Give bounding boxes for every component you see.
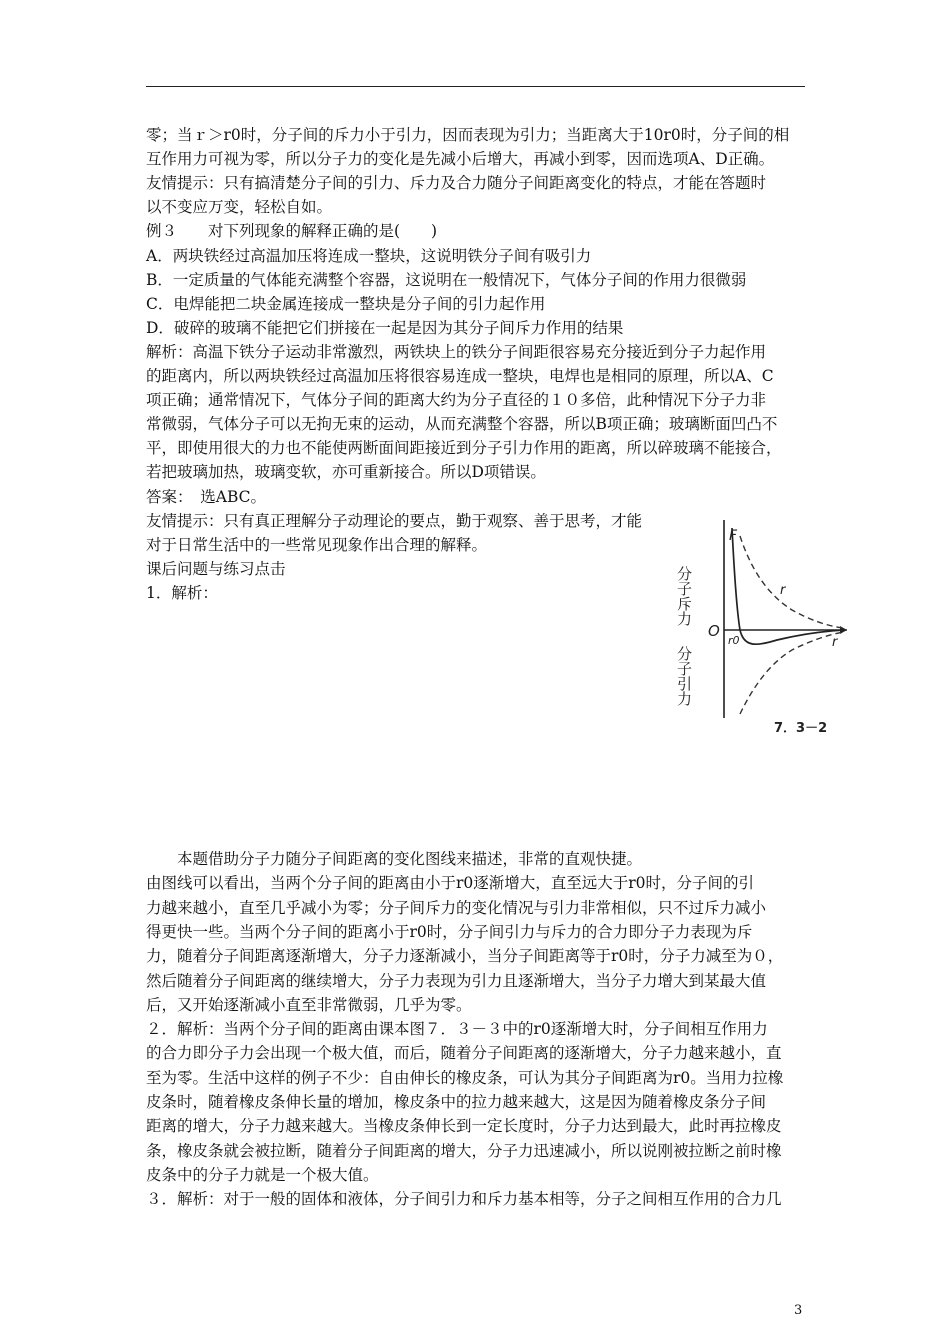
text-line: 1．解析：: [146, 583, 218, 602]
r0-label: r0: [728, 634, 740, 647]
repulsion-curve: [740, 536, 842, 628]
text-line: ３．解析：对于一般的固体和液体，分子间引力和斥力基本相等，分子之间相互作用的合力几: [146, 1190, 782, 1209]
text-line: 条，橡皮条就会被拉断，随着分子间距离的增大，分子力迅速减小，所以说刚被拉断之前时橡: [146, 1141, 782, 1160]
text-line: B．一定质量的气体能充满整个容器，这说明在一般情况下，气体分子间的作用力很微弱: [146, 270, 747, 289]
molecular-force-figure: [675, 518, 852, 740]
text-line: 常微弱，气体分子可以无拘无束的运动，从而充满整个容器，所以B项正确；玻璃断面凹凸不: [146, 415, 778, 434]
net-force-curve: [732, 528, 844, 644]
text-line: 解析：高温下铁分子运动非常激烈，两铁块上的铁分子间距很容易充分接近到分子力起作用: [146, 342, 767, 361]
text-line: 力，随着分子间距离逐渐增大，分子力逐渐减小，当分子间距离等于r0时，分子力减至为０，: [146, 947, 784, 966]
header-rule: [146, 86, 805, 87]
axis-f-label: F: [729, 528, 738, 544]
figure-caption: 7．3－2: [774, 721, 828, 736]
text-line: 得更快一些。当两个分子间的距离小于r0时，分子间引力与斥力的合力即分子力表现为斥: [146, 922, 753, 941]
text-line: 的合力即分子力会出现一个极大值，而后，随着分子间距离的逐渐增大，分子力越来越小，直: [146, 1044, 782, 1063]
ylabel-bottom: 分子引力: [675, 646, 693, 706]
text-line: 若把玻璃加热，玻璃变软，亦可重新接合。所以D项错误。: [146, 463, 546, 482]
text-line: 以不变应万变，轻松自如。: [146, 198, 333, 217]
text-line: 然后随着分子间距离的继续增大，分子力表现为引力且逐渐增大，当分子力增大到某最大值: [146, 971, 767, 990]
text-line: A．两块铁经过高温加压将连成一整块，这说明铁分子间有吸引力: [146, 246, 592, 265]
ylabel-top: 分子斥力: [675, 566, 693, 626]
axis-o-label: O: [708, 622, 720, 640]
text-line: 例３ 对下列现象的解释正确的是( ): [146, 222, 438, 241]
text-line: 答案： 选ABC。: [146, 487, 266, 506]
text-line: 至为零。生活中这样的例子不少：自由伸长的橡皮条，可认为其分子间距离为r0。当用力拉橡: [146, 1068, 784, 1087]
text-line: 平，即使用很大的力也不能使两断面间距接近到分子引力作用的距离，所以碎玻璃不能接合，: [146, 439, 782, 458]
text-line: 皮条中的分子力就是一个极大值。: [146, 1165, 379, 1184]
text-line: 由图线可以看出，当两个分子间的距离由小于r0逐渐增大，直至远大于r0时，分子间的引: [146, 874, 755, 893]
text-line: C．电焊能把二块金属连接成一整块是分子间的引力起作用: [146, 294, 546, 313]
text-line: D．破碎的玻璃不能把它们拼接在一起是因为其分子间斥力作用的结果: [146, 318, 624, 337]
text-line: 后，又开始逐渐减小直至非常微弱，几乎为零。: [146, 995, 472, 1014]
text-line: 友情提示：只有真正理解分子动理论的要点，勤于观察、善于思考，才能: [146, 511, 643, 530]
text-line: 互作用力可视为零，所以分子力的变化是先减小后增大，再减小到零，因而选项A、D正确。: [146, 150, 775, 169]
text-line: 力越来越小，直至几乎减小为零；分子间斥力的变化情况与引力非常相似，只不过斥力减小: [146, 898, 767, 917]
text-line: 对于日常生活中的一些常见现象作出合理的解释。: [146, 535, 488, 554]
text-line: 项正确；通常情况下，气体分子间的距离大约为分子直径的１０多倍，此种情况下分子力非: [146, 391, 767, 410]
text-line: 本题借助分子力随分子间距离的变化图线来描述，非常的直观快捷。: [146, 850, 643, 868]
text-line: 零；当ｒ＞r0时，分子间的斥力小于引力，因而表现为引力；当距离大于10r0时，分子间的相: [146, 126, 790, 144]
text-line: 距离的增大，分子力越来越大。当橡皮条伸长到一定长度时，分子力达到最大，此时再拉橡皮: [146, 1117, 782, 1136]
page-number: 3: [794, 1303, 803, 1318]
text-line: 皮条时，随着橡皮条伸长量的增加，橡皮条中的拉力越来越大，这是因为随着橡皮条分子间: [146, 1093, 767, 1111]
curve-r-label: r: [780, 583, 786, 598]
text-line: 课后问题与练习点击: [146, 559, 286, 578]
axis-r-label: r: [832, 635, 838, 650]
text-line: 的距离内，所以两块铁经过高温加压将很容易连成一整块，电焊也是相同的原理，所以A、C: [146, 367, 774, 385]
text-line: 友情提示：只有搞清楚分子间的引力、斥力及合力随分子间距离变化的特点，才能在答题时: [146, 174, 767, 193]
text-line: ２．解析：当两个分子间的距离由课本图７．３－３中的r0逐渐增大时，分子间相互作用力: [146, 1020, 768, 1039]
